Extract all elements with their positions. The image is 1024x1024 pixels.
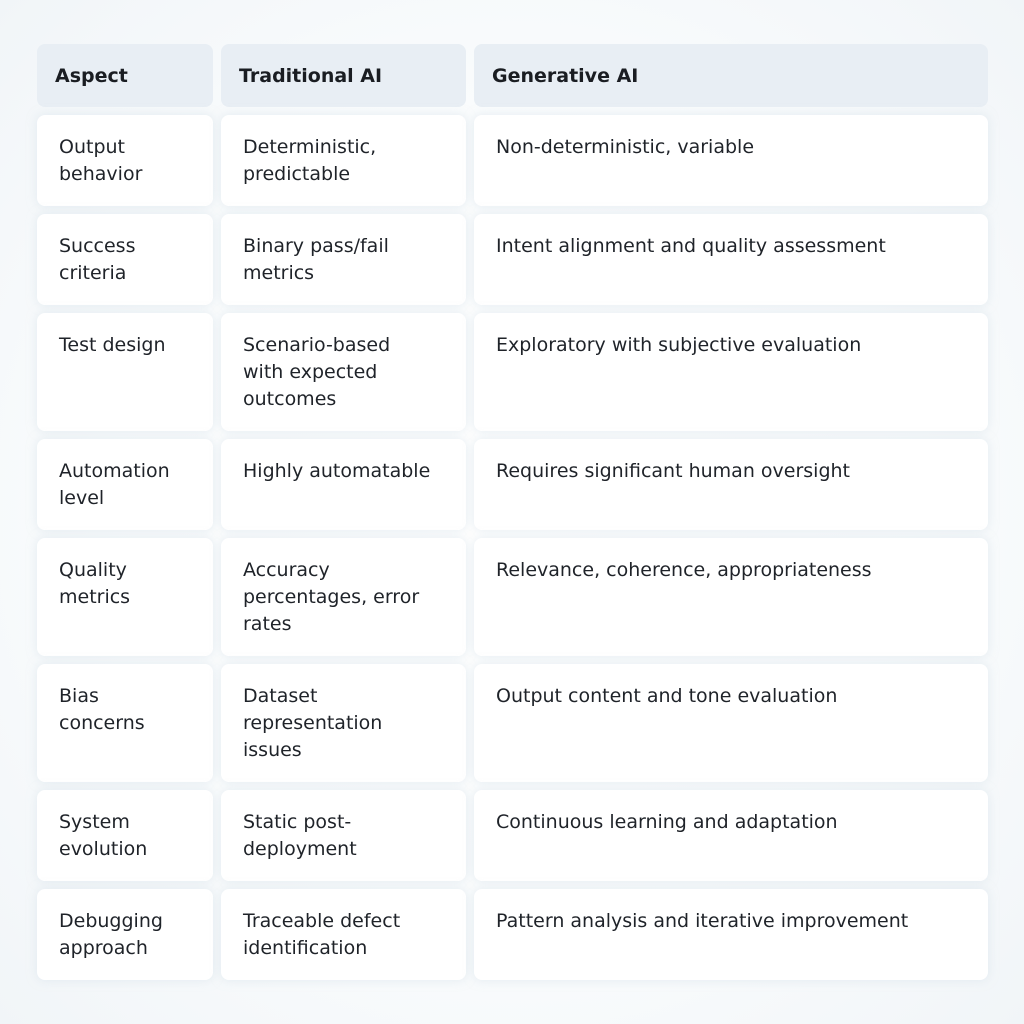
cell-traditional: Traceable defect identification (221, 889, 466, 980)
cell-aspect: Bias concerns (37, 664, 213, 782)
cell-traditional: Binary pass/fail metrics (221, 214, 466, 305)
cell-traditional: Highly automatable (221, 439, 466, 530)
cell-aspect: System evolution (37, 790, 213, 881)
cell-generative: Intent alignment and quality assessment (474, 214, 988, 305)
header-aspect: Aspect (37, 44, 213, 107)
comparison-table (37, 44, 987, 988)
cell-generative: Output content and tone evaluation (474, 664, 988, 782)
cell-generative: Relevance, coherence, appropriateness (474, 538, 988, 656)
cell-traditional: Scenario-based with expected outcomes (221, 313, 466, 431)
cell-generative: Non-deterministic, variable (474, 115, 988, 206)
cell-aspect: Test design (37, 313, 213, 431)
cell-aspect: Debugging approach (37, 889, 213, 980)
cell-traditional: Accuracy percentages, error rates (221, 538, 466, 656)
cell-generative: Exploratory with subjective evaluation (474, 313, 988, 431)
cell-traditional: Deterministic, predictable (221, 115, 466, 206)
header-generative-ai: Generative AI (474, 44, 988, 107)
cell-generative: Continuous learning and adaptation (474, 790, 988, 881)
cell-traditional: Dataset representation issues (221, 664, 466, 782)
cell-generative: Pattern analysis and iterative improvement (474, 889, 988, 980)
cell-traditional: Static post- deployment (221, 790, 466, 881)
cell-aspect: Success criteria (37, 214, 213, 305)
cell-aspect: Quality metrics (37, 538, 213, 656)
cell-aspect: Automation level (37, 439, 213, 530)
header-traditional-ai: Traditional AI (221, 44, 466, 107)
cell-aspect: Output behavior (37, 115, 213, 206)
cell-generative: Requires significant human oversight (474, 439, 988, 530)
